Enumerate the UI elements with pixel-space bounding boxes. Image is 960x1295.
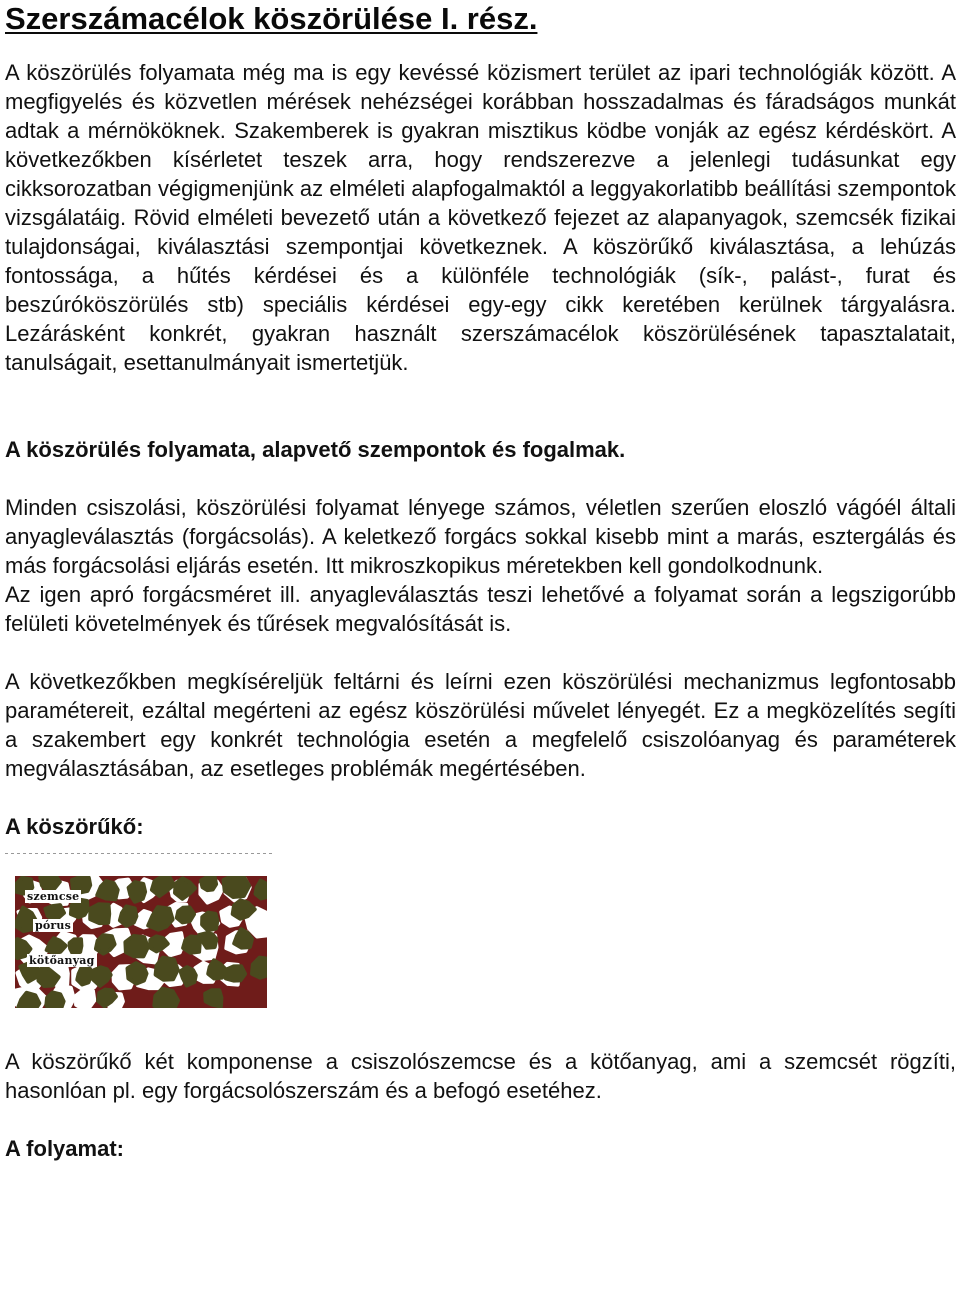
spacer	[5, 783, 956, 812]
grinding-wheel-micrograph	[5, 856, 273, 1016]
grain-shape	[201, 877, 216, 890]
grain-shape	[156, 958, 178, 980]
grain-shape	[45, 905, 64, 919]
grain-shape	[96, 935, 115, 953]
section-heading-process-basics: A köszörülés folyamata, alapvető szempontok és fogalmak.	[5, 437, 626, 462]
section-heading-grinding-wheel: A köszörűkő:	[5, 814, 144, 839]
grain-shape	[226, 966, 245, 980]
grain-shape	[224, 875, 250, 897]
figure-label-grain: szemcse	[27, 890, 80, 903]
document-title: Szerszámacélok köszörülése I. rész.	[5, 1, 538, 36]
spacer	[5, 1105, 956, 1134]
grain-shape	[183, 937, 200, 953]
grain-shape	[205, 990, 221, 1007]
grain-shape	[90, 904, 109, 923]
grain-shape	[177, 907, 194, 922]
spacer	[5, 464, 956, 493]
process-paragraph-3: A következőkben megkíséreljük feltárni és leírni ezen köszörülési mechanizmus legfontosabb paramétereit, ezáltal megérteni az egész köszörülési művelet lényegét. Ez a megközelítés segíti a szakembert egy konkrét technológia esetén a megfelelő csiszolóanyag és paraméterek megválasztásában, az esetleges problémák megértésében.	[5, 669, 956, 781]
grain-shape	[125, 936, 147, 956]
grain-shape	[40, 872, 60, 891]
grinding-wheel-structure-figure	[5, 853, 273, 1019]
section-heading-process: A folyamat:	[5, 1136, 124, 1161]
grain-shape	[154, 989, 178, 1013]
grain-shape	[256, 881, 274, 899]
grain-shape	[120, 906, 136, 925]
grain-shape	[129, 882, 146, 902]
spacer	[5, 38, 956, 58]
figure-label-bond: kötőanyag	[29, 954, 95, 967]
grain-shape	[77, 967, 90, 984]
pore-shape	[76, 991, 94, 1010]
intro-paragraph: A köszörülés folyamata még ma is egy kevéssé közismert terület az ipari technológiák között. A megfigyelés és közvetlen mérések nehézségei korábban hosszadalmas és fáradságos munkát adtak a mérnököknek. Szakemberek is gyakran misztikus ködbe vonják az egész kérdéskört. A következőkben kísérletet teszek arra, hogy rendszerezve a jelenlegi tudásunkat egy cikksorozatban végigmenjünk az elméleti alapfogalmaktól a leggyakorlatibb beállítási szempontok vizsgálatáig. Rövid elméleti bevezető után a következő fejezet az alapanyagok, szemcsék fizikai tulajdonságai, kiválasztási szempontjai következnek. A köszörűkő kiválasztása, a lehúzás fontossága, a hűtés kérdései és a különféle technológiák (sík-, palást-, furat és beszúróköszörülés stb) speciális kérdései egy-egy cikk keretében kerülnek tárgyalásra. Lezárásként konkrét, gyakran használt szerszámacélok köszörülésének tapasztalatait, tanulságait, esettanulmányait ismertetjük.	[5, 60, 956, 375]
grain-shape	[128, 963, 147, 984]
grinding-wheel-paragraph: A köszörűkő két komponense a csiszolószemcse és a kötőanyag, ami a szemcsét rögzíti, hasonlóan pl. egy forgácsolószerszám és a befogó esetéhez.	[5, 1049, 956, 1103]
document-page	[5, 0, 956, 1163]
spacer	[5, 638, 956, 667]
grain-shape	[252, 958, 272, 978]
grain-shape	[70, 939, 82, 955]
process-paragraph-2: Az igen apró forgácsméret ill. anyagleválasztás teszi lehetővé a folyamat során a legszigorúbb felületi követelmények és tűrések megvalósítását is.	[5, 582, 956, 636]
figure-label-pore: pórus	[35, 919, 72, 932]
grain-shape	[202, 913, 217, 931]
process-paragraph-1: Minden csiszolási, köszörülési folyamat lényege számos, véletlen szerűen eloszló vágóél általi anyagleválasztás (forgácsolás). A keletkező forgács sokkal kisebb mint a marás, esztergálás és más forgácsolási eljárás esetén. Itt mikroszkopikus méretekben kell gondolkodnunk.	[5, 495, 956, 578]
spacer	[5, 377, 956, 435]
figure-border	[5, 853, 273, 854]
grain-shape	[46, 992, 63, 1012]
